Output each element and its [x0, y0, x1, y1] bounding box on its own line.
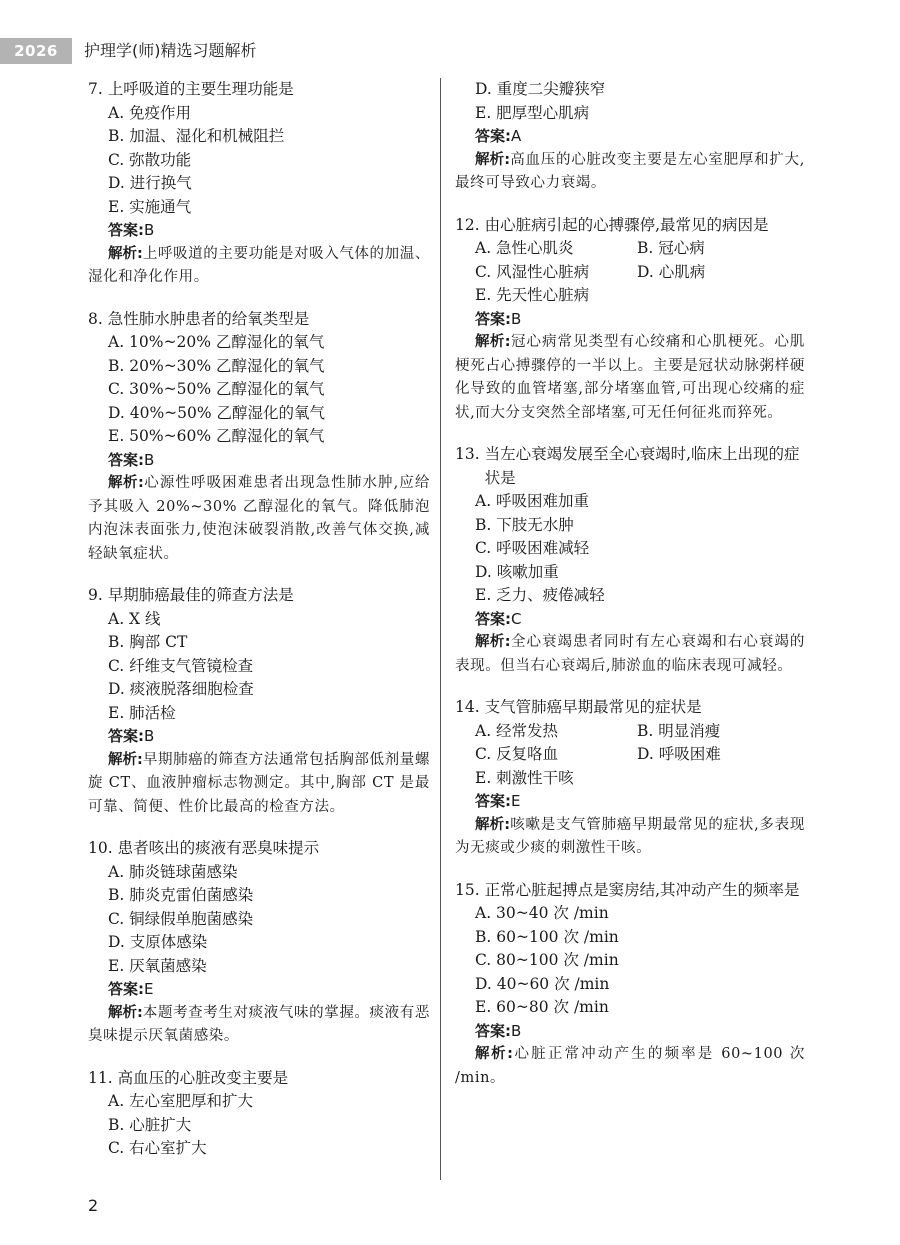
option-a: A. 急性心肌炎 — [475, 239, 574, 257]
answer-value: C — [511, 609, 522, 628]
explanation-text: 全心衰竭患者同时有左心衰竭和右心衰竭的表现。但当右心衰竭后,肺淤血的临床表现可减轻。 — [455, 634, 805, 674]
question-8 — [88, 308, 430, 567]
option-b: B. 肺炎克雷伯菌感染 — [108, 886, 254, 904]
explanation — [88, 749, 430, 820]
explanation-label: 解析: — [108, 751, 143, 768]
answer-label: 答案: — [108, 221, 144, 239]
option-d: D. 支原体感染 — [108, 933, 208, 951]
option-c: C. 80~100 次 /min — [475, 951, 619, 969]
option-b: B. 20%~30% 乙醇湿化的氧气 — [108, 356, 325, 375]
book-title: 护理学(师)精选习题解析 — [84, 41, 257, 60]
question-stem: 11. 高血压的心脏改变主要是 — [88, 1068, 289, 1087]
option-d: D. 心肌病 — [637, 262, 706, 281]
option-a: A. 30~40 次 /min — [475, 904, 609, 922]
question-stem — [455, 879, 805, 903]
option-b: B. 冠心病 — [637, 239, 705, 257]
question-stem: 14. 支气管肺癌早期最常见的症状是 — [455, 698, 702, 716]
answer-label: 答案: — [475, 609, 511, 628]
option-b: B. 明显消瘦 — [637, 721, 721, 740]
question-11-continued — [455, 78, 805, 196]
option-b: B. 60~100 次 /min — [475, 927, 619, 946]
answer-value: B — [144, 727, 155, 745]
answer-value: E — [144, 980, 154, 998]
explanation-text: 心源性呼吸困难患者出现急性肺水肿,应给予其吸入 20%~30% 乙醇湿化的氧气。降低肺泡内泡沫表面张力,使泡沫破裂消散,改善气体交换,减轻缺氧症状。 — [88, 475, 430, 562]
option-b: B. 加温、湿化和机械阻拦 — [108, 127, 285, 145]
option-a: A. 肺炎链球菌感染 — [108, 862, 238, 881]
explanation — [88, 243, 430, 290]
answer-label: 答案: — [475, 1021, 511, 1040]
explanation — [455, 814, 805, 861]
option-d: D. 40~60 次 /min — [475, 974, 610, 993]
option-a: A. X 线 — [108, 609, 161, 628]
answer-label: 答案: — [108, 980, 144, 998]
option-e: E. 60~80 次 /min — [475, 998, 609, 1016]
option-e: E. 乏力、疲倦减轻 — [475, 586, 605, 604]
explanation-label: 解析: — [475, 151, 511, 168]
question-stem: 7. 上呼吸道的主要生理功能是 — [88, 80, 294, 98]
option-b: B. 下肢无水肿 — [475, 515, 574, 534]
explanation — [88, 472, 430, 566]
question-12 — [455, 214, 805, 426]
question-15 — [455, 879, 805, 1091]
explanation — [455, 331, 805, 425]
option-row — [455, 743, 805, 767]
explanation — [455, 1043, 805, 1090]
answer-label: 答案: — [475, 127, 511, 145]
answer-label: 答案: — [108, 450, 144, 469]
answer — [455, 608, 805, 632]
answer-value: A — [511, 127, 522, 145]
explanation-text: 本题考查考生对痰液气味的掌握。痰液有恶臭味提示厌氧菌感染。 — [88, 1004, 430, 1044]
explanation-label: 解析: — [475, 1046, 513, 1062]
option-row — [455, 720, 805, 744]
left-column — [88, 78, 430, 1179]
option-d: D. 痰液脱落细胞检查 — [108, 680, 254, 698]
option-c: C. 风湿性心脏病 — [475, 262, 590, 281]
answer — [455, 790, 805, 814]
answer — [88, 219, 430, 243]
option-d: D. 进行换气 — [108, 174, 192, 192]
answer-value: B — [144, 221, 155, 239]
answer-value: B — [144, 450, 155, 469]
right-column — [455, 78, 805, 1108]
column-divider — [440, 78, 441, 1180]
answer — [88, 725, 430, 749]
year-tab: 2026 — [0, 38, 72, 64]
option-c: C. 纤维支气管镜检查 — [108, 656, 254, 675]
page-header — [0, 38, 900, 64]
question-stem — [455, 443, 805, 490]
option-d: D. 重度二尖瓣狭窄 — [475, 80, 606, 98]
answer-value: B — [511, 309, 522, 328]
answer — [455, 125, 805, 149]
option-e: E. 50%~60% 乙醇湿化的氧气 — [108, 427, 325, 445]
option-b: B. 心脏扩大 — [108, 1115, 192, 1134]
explanation — [455, 149, 805, 196]
question-number: 15. — [455, 880, 480, 899]
option-d: D. 咳嗽加重 — [475, 562, 559, 581]
question-9 — [88, 584, 430, 819]
option-a: A. 10%~20% 乙醇湿化的氧气 — [108, 333, 325, 351]
option-e: E. 实施通气 — [108, 197, 192, 216]
question-7 — [88, 78, 430, 290]
question-14 — [455, 696, 805, 861]
option-d: D. 40%~50% 乙醇湿化的氧气 — [108, 403, 326, 422]
option-row — [455, 261, 805, 285]
answer-value: E — [511, 792, 521, 810]
answer-value: B — [511, 1021, 522, 1040]
explanation-label: 解析: — [108, 1004, 143, 1021]
explanation-label: 解析: — [108, 475, 144, 491]
answer — [88, 449, 430, 473]
page-number: 2 — [88, 1196, 99, 1215]
explanation-text: 咳嗽是支气管肺癌早期最常见的症状,多表现为无痰或少痰的刺激性干咳。 — [455, 816, 805, 856]
explanation-text: 高血压的心脏改变主要是左心室肥厚和扩大,最终可导致心力衰竭。 — [455, 151, 805, 191]
explanation-text: 上呼吸道的主要功能是对吸入气体的加温、湿化和净化作用。 — [88, 245, 430, 285]
question-stem: 10. 患者咳出的痰液有恶臭味提示 — [88, 839, 320, 857]
answer — [88, 978, 430, 1002]
question-13 — [455, 443, 805, 678]
option-c: C. 铜绿假单胞菌感染 — [108, 909, 254, 928]
explanation-label: 解析: — [475, 334, 511, 350]
question-stem: 9. 早期肺癌最佳的筛查方法是 — [88, 586, 294, 604]
explanation-label: 解析: — [475, 816, 511, 833]
explanation — [455, 631, 805, 678]
explanation-label: 解析: — [475, 634, 511, 650]
option-c: C. 反复咯血 — [475, 745, 559, 763]
question-number: 13. — [455, 445, 480, 463]
option-c: C. 呼吸困难减轻 — [475, 539, 590, 557]
option-row — [455, 237, 805, 261]
option-a: A. 呼吸困难加重 — [475, 492, 590, 510]
option-a: A. 左心室肥厚和扩大 — [108, 1092, 254, 1110]
explanation-text: 冠心病常见类型有心绞痛和心肌梗死。心肌梗死占心搏骤停的一半以上。主要是冠状动脉粥样硬化导致的血管堵塞,部分堵塞血管,可出现心绞痛的症状,而大分支突然全部堵塞,可无任何征兆而猝死。 — [455, 334, 805, 421]
option-a: A. 经常发热 — [475, 721, 559, 740]
option-d: D. 呼吸困难 — [637, 745, 721, 763]
option-e: E. 肥厚型心肌病 — [475, 103, 590, 122]
option-e: E. 肺活检 — [108, 703, 176, 722]
answer-label: 答案: — [475, 309, 511, 328]
option-a: A. 免疫作用 — [108, 103, 192, 122]
question-10 — [88, 837, 430, 1049]
explanation-text: 心脏正常冲动产生的频率是 60~100 次 /min。 — [455, 1046, 805, 1086]
answer — [455, 308, 805, 332]
question-text: 当左心衰竭发展至全心衰竭时,临床上出现的症状是 — [484, 445, 800, 487]
answer-label: 答案: — [475, 792, 511, 810]
option-b: B. 胸部 CT — [108, 633, 188, 651]
option-e: E. 厌氧菌感染 — [108, 956, 207, 975]
explanation-label: 解析: — [108, 245, 143, 262]
answer — [455, 1020, 805, 1044]
question-stem: 12. 由心脏病引起的心搏骤停,最常见的病因是 — [455, 215, 769, 234]
option-c: C. 30%~50% 乙醇湿化的氧气 — [108, 380, 325, 398]
answer-label: 答案: — [108, 727, 144, 745]
option-e: E. 刺激性干咳 — [475, 768, 574, 787]
question-text: 正常心脏起搏点是窦房结,其冲动产生的频率是 — [484, 880, 800, 899]
option-c: C. 右心室扩大 — [108, 1139, 207, 1157]
explanation — [88, 1002, 430, 1049]
option-c: C. 弥散功能 — [108, 150, 192, 169]
question-stem: 8. 急性肺水肿患者的给氧类型是 — [88, 309, 310, 328]
explanation-text: 早期肺癌的筛查方法通常包括胸部低剂量螺旋 CT、血液肿瘤标志物测定。其中,胸部 CT 是最可靠、简便、性价比最高的检查方法。 — [88, 751, 430, 815]
option-e: E. 先天性心脏病 — [475, 286, 590, 304]
question-11 — [88, 1067, 430, 1161]
